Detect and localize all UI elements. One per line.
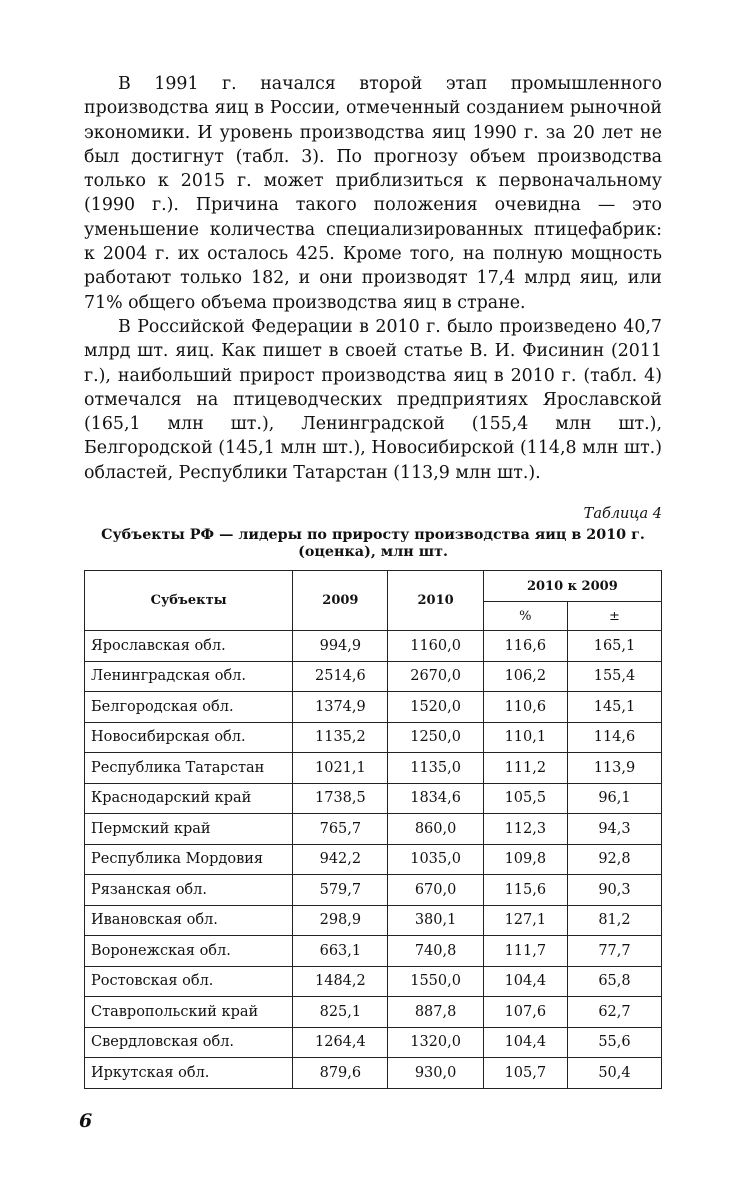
table-row	[85, 661, 662, 692]
table-row	[85, 631, 662, 662]
cell-percent: 110,6	[483, 692, 567, 723]
cell-2010: 1250,0	[388, 722, 483, 753]
cell-2010: 2670,0	[388, 661, 483, 692]
cell-2009: 1484,2	[293, 966, 388, 997]
table-row	[85, 692, 662, 723]
cell-percent: 115,6	[483, 875, 567, 906]
cell-2010: 930,0	[388, 1058, 483, 1089]
cell-2009: 579,7	[293, 875, 388, 906]
table-row	[85, 966, 662, 997]
cell-2010: 740,8	[388, 936, 483, 967]
cell-2010: 1520,0	[388, 692, 483, 723]
page-number: 6	[79, 1110, 93, 1132]
cell-subject: Ивановская обл.	[85, 905, 293, 936]
paragraph-1: В 1991 г. начался второй этап промышленного производства яиц в России, отмеченный созданием рыночной экономики. И уровень производства яиц 1990 г. за 20 лет не был достигнут (табл. 3). По прогнозу объем производства только к 2015 г. может приблизиться к первоначальному (1990 г.). Причина такого положения очевидна — это уменьшение количества специализированных птицефабрик: к 2004 г. их осталось 425. Кроме того, на полную мощность работают только 182, и они производят 17,4 млрд яиц, или 71% общего объема производства яиц в стране.	[84, 74, 662, 313]
cell-percent: 105,5	[483, 783, 567, 814]
table-row	[85, 783, 662, 814]
cell-percent: 104,4	[483, 1027, 567, 1058]
cell-2010: 887,8	[388, 997, 483, 1028]
table-row	[85, 722, 662, 753]
cell-difference: 165,1	[567, 631, 661, 662]
cell-percent: 112,3	[483, 814, 567, 845]
table-row	[85, 905, 662, 936]
table-row	[85, 875, 662, 906]
cell-difference: 113,9	[567, 753, 661, 784]
cell-difference: 62,7	[567, 997, 661, 1028]
cell-subject: Ярославская обл.	[85, 631, 293, 662]
cell-subject: Ленинградская обл.	[85, 661, 293, 692]
header-percent: %	[483, 602, 567, 631]
cell-2009: 1021,1	[293, 753, 388, 784]
cell-2009: 663,1	[293, 936, 388, 967]
cell-2009: 1135,2	[293, 722, 388, 753]
cell-subject: Краснодарский край	[85, 783, 293, 814]
cell-percent: 116,6	[483, 631, 567, 662]
cell-percent: 111,7	[483, 936, 567, 967]
cell-2009: 994,9	[293, 631, 388, 662]
cell-2009: 1374,9	[293, 692, 388, 723]
header-ratio: 2010 к 2009	[483, 571, 661, 602]
cell-difference: 92,8	[567, 844, 661, 875]
header-2009: 2009	[293, 571, 388, 631]
table-row	[85, 1058, 662, 1089]
cell-2010: 1135,0	[388, 753, 483, 784]
cell-subject: Республика Татарстан	[85, 753, 293, 784]
table-body	[85, 631, 662, 1089]
table-label: Таблица 4	[583, 506, 662, 522]
cell-subject: Рязанская обл.	[85, 875, 293, 906]
cell-subject: Свердловская обл.	[85, 1027, 293, 1058]
cell-percent: 107,6	[483, 997, 567, 1028]
table-title: Субъекты РФ — лидеры по приросту производства яиц в 2010 г. (оценка), млн шт.	[101, 527, 645, 560]
cell-percent: 106,2	[483, 661, 567, 692]
cell-2009: 1264,4	[293, 1027, 388, 1058]
cell-2010: 860,0	[388, 814, 483, 845]
cell-percent: 111,2	[483, 753, 567, 784]
cell-subject: Белгородская обл.	[85, 692, 293, 723]
cell-2010: 1320,0	[388, 1027, 483, 1058]
cell-percent: 104,4	[483, 966, 567, 997]
cell-subject: Пермский край	[85, 814, 293, 845]
cell-difference: 114,6	[567, 722, 661, 753]
cell-percent: 105,7	[483, 1058, 567, 1089]
cell-subject: Новосибирская обл.	[85, 722, 293, 753]
paragraph-2: В Российской Федерации в 2010 г. было произведено 40,7 млрд шт. яиц. Как пишет в своей статье В. И. Фисинин (2011 г.), наибольший прирост производства яиц в 2010 г. (табл. 4) отмечался на птицеводческих предприятиях Ярославской (165,1 млн шт.), Ленинградской (155,4 млн шт.), Белгородской (145,1 млн шт.), Новосибирской (114,8 млн шт.) областей, Республики Татарстан (113,9 млн шт.).	[84, 316, 662, 483]
cell-2009: 879,6	[293, 1058, 388, 1089]
cell-difference: 81,2	[567, 905, 661, 936]
header-subjects: Субъекты	[85, 571, 293, 631]
cell-percent: 127,1	[483, 905, 567, 936]
cell-2009: 765,7	[293, 814, 388, 845]
cell-2010: 1550,0	[388, 966, 483, 997]
table-row	[85, 1027, 662, 1058]
cell-subject: Ростовская обл.	[85, 966, 293, 997]
cell-2009: 2514,6	[293, 661, 388, 692]
table-row	[85, 936, 662, 967]
table-row	[85, 997, 662, 1028]
cell-2009: 1738,5	[293, 783, 388, 814]
cell-difference: 145,1	[567, 692, 661, 723]
cell-2010: 380,1	[388, 905, 483, 936]
cell-difference: 155,4	[567, 661, 661, 692]
cell-2009: 298,9	[293, 905, 388, 936]
cell-difference: 90,3	[567, 875, 661, 906]
cell-subject: Иркутская обл.	[85, 1058, 293, 1089]
cell-subject: Республика Мордовия	[85, 844, 293, 875]
cell-difference: 96,1	[567, 783, 661, 814]
cell-subject: Воронежская обл.	[85, 936, 293, 967]
table-row	[85, 844, 662, 875]
cell-difference: 50,4	[567, 1058, 661, 1089]
cell-2009: 825,1	[293, 997, 388, 1028]
cell-percent: 109,8	[483, 844, 567, 875]
cell-2010: 1035,0	[388, 844, 483, 875]
header-2010: 2010	[388, 571, 483, 631]
cell-difference: 77,7	[567, 936, 661, 967]
cell-subject: Ставропольский край	[85, 997, 293, 1028]
cell-2010: 670,0	[388, 875, 483, 906]
cell-2010: 1160,0	[388, 631, 483, 662]
cell-percent: 110,1	[483, 722, 567, 753]
header-difference: ±	[567, 602, 661, 631]
cell-2010: 1834,6	[388, 783, 483, 814]
cell-2009: 942,2	[293, 844, 388, 875]
body-text	[84, 72, 662, 485]
table-row	[85, 814, 662, 845]
cell-difference: 94,3	[567, 814, 661, 845]
table-row	[85, 753, 662, 784]
cell-difference: 65,8	[567, 966, 661, 997]
data-table	[84, 570, 662, 1089]
cell-difference: 55,6	[567, 1027, 661, 1058]
